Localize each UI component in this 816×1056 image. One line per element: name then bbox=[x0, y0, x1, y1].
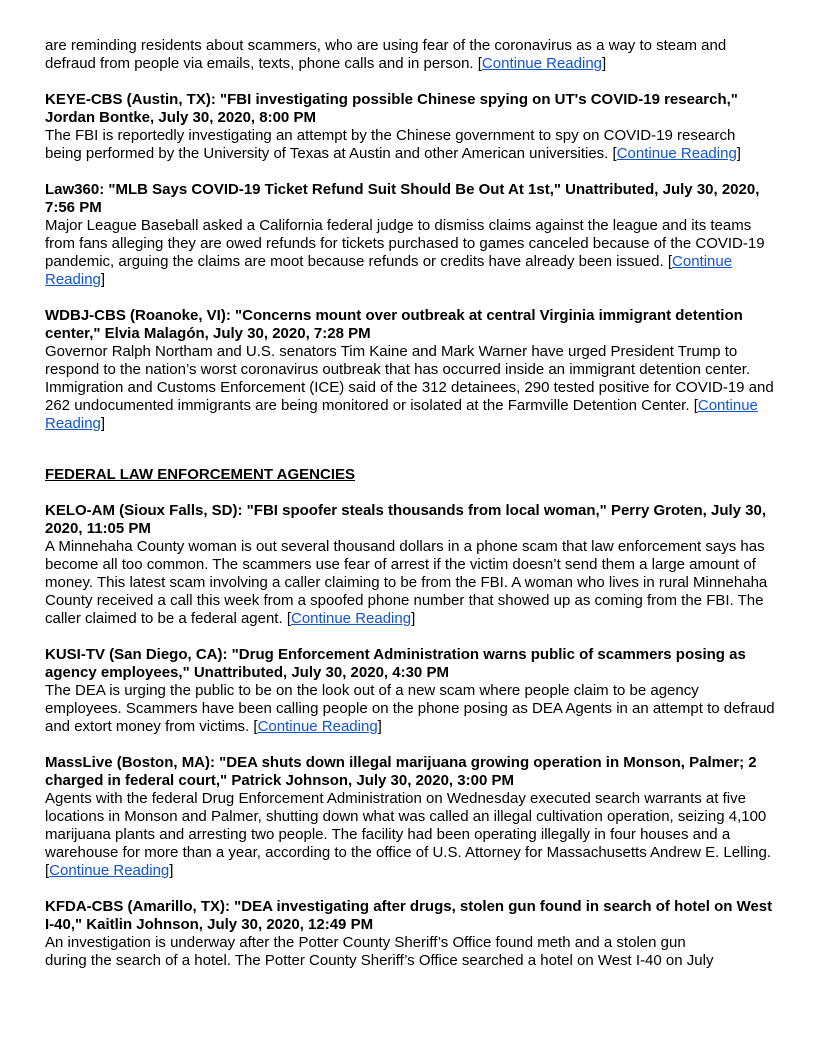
article-headline: WDBJ-CBS (Roanoke, VI): "Concerns mount over outbreak at central Virginia immigrant detention center," Elvia Malagón, July 30, 2020, 7:28 PM bbox=[45, 307, 743, 342]
article-body-line: An investigation is underway after the Potter County Sheriff’s Office found meth and a stolen gun bbox=[45, 934, 686, 951]
article-headline: KFDA-CBS (Amarillo, TX): "DEA investigating after drugs, stolen gun found in search of hotel on West I-40," Kaitlin Johnson, July 30, 2020, 12:49 PM bbox=[45, 898, 773, 933]
continue-reading-link[interactable]: Continue Reading bbox=[45, 397, 758, 432]
intro-body: are reminding residents about scammers, who are using fear of the coronavirus as a way to steam and defraud from people via emails, texts, phone calls and in person. bbox=[45, 37, 727, 72]
article-headline: MassLive (Boston, MA): "DEA shuts down illegal marijuana growing operation in Monson, Palmer; 2 charged in federal court," Patrick Johnson, July 30, 2020, 3:00 PM bbox=[45, 754, 757, 789]
article-body bbox=[45, 934, 775, 970]
continue-reading-link[interactable]: Continue Reading bbox=[616, 145, 737, 162]
article-headline: KELO-AM (Sioux Falls, SD): "FBI spoofer steals thousands from local woman," Perry Groten, July 30, 2020, 11:05 PM bbox=[45, 502, 767, 537]
article-body: The FBI is reportedly investigating an attempt by the Chinese government to spy on COVID-19 research being performed by the University of Texas at Austin and other American universities. [Continue Reading] bbox=[45, 127, 741, 162]
continue-reading-link[interactable]: Continue Reading bbox=[257, 718, 378, 735]
article-headline: KUSI-TV (San Diego, CA): "Drug Enforcement Administration warns public of scammers posing as agency employees," Unattributed, July 30, 2020, 4:30 PM bbox=[45, 646, 746, 681]
article bbox=[45, 898, 775, 970]
article-body: Agents with the federal Drug Enforcement Administration on Wednesday executed search warrants at five locations in Monson and Palmer, shutting down what was called an illegal cultivation operation, seizing 4,100 marijuana plants and arresting two people. The facility had been operating illegally in four houses and a warehouse for more than a year, according to the office of U.S. Attorney for Massachusetts Andrew E. Lelling. [Continue Reading] bbox=[45, 790, 771, 879]
article-headline: KEYE-CBS (Austin, TX): "FBI investigating possible Chinese spying on UT's COVID-19 research," Jordan Bontke, July 30, 2020, 8:00 PM bbox=[45, 91, 738, 126]
article bbox=[45, 181, 775, 289]
intro-paragraph: are reminding residents about scammers, who are using fear of the coronavirus as a way to steam and defraud from people via emails, texts, phone calls and in person. [Continue Reading] bbox=[45, 37, 727, 72]
article-body-line: during the search of a hotel. The Potter County Sheriff’s Office searched a hotel on West I-40 on July bbox=[45, 952, 714, 969]
article-body: Major League Baseball asked a California federal judge to dismiss claims against the league and its teams from fans alleging they are owed refunds for tickets purchased to games canceled because of the COVID-19 pandemic, arguing the claims are moot because refunds or credits have already been issued. [Continue Reading] bbox=[45, 217, 765, 288]
article bbox=[45, 91, 775, 163]
article-headline: Law360: "MLB Says COVID-19 Ticket Refund Suit Should Be Out At 1st," Unattributed, July 30, 2020, 7:56 PM bbox=[45, 181, 760, 216]
document-content bbox=[45, 37, 775, 970]
article bbox=[45, 502, 775, 628]
continue-reading-link[interactable]: Continue Reading bbox=[481, 55, 603, 72]
article-body: The DEA is urging the public to be on the look out of a new scam where people claim to be agency employees. Scammers have been calling people on the phone posing as DEA Agents in an attempt to defraud and extort money from victims. [Continue Reading] bbox=[45, 682, 775, 735]
article-body: Governor Ralph Northam and U.S. senators Tim Kaine and Mark Warner have urged President Trump to respond to the nation’s worst coronavirus outbreak that has occurred inside an immigrant detention center. Immigration and Customs Enforcement (ICE) said of the 312 detainees, 290 tested positive for COVID-19 and 262 undocumented immigrants are being monitored or isolated at the Farmville Detention Center. [Continue Reading] bbox=[45, 343, 774, 432]
article bbox=[45, 646, 775, 736]
continue-reading-link[interactable]: Continue Reading bbox=[49, 862, 170, 879]
article bbox=[45, 307, 775, 433]
article-body: A Minnehaha County woman is out several thousand dollars in a phone scam that law enforcement says has become all too common. The scammers use fear of arrest if the victim doesn’t send them a large amount of money. This latest scam involving a caller claiming to be from the FBI. A woman who lives in rural Minnehaha County received a call this week from a spoofed phone number that showed up as coming from the FBI. The caller claimed to be a federal agent. [Continue Reading] bbox=[45, 538, 768, 627]
article bbox=[45, 754, 775, 880]
continue-reading-link[interactable]: Continue Reading bbox=[45, 253, 733, 288]
section-heading: FEDERAL LAW ENFORCEMENT AGENCIES bbox=[45, 466, 356, 483]
continue-reading-link[interactable]: Continue Reading bbox=[290, 610, 412, 627]
